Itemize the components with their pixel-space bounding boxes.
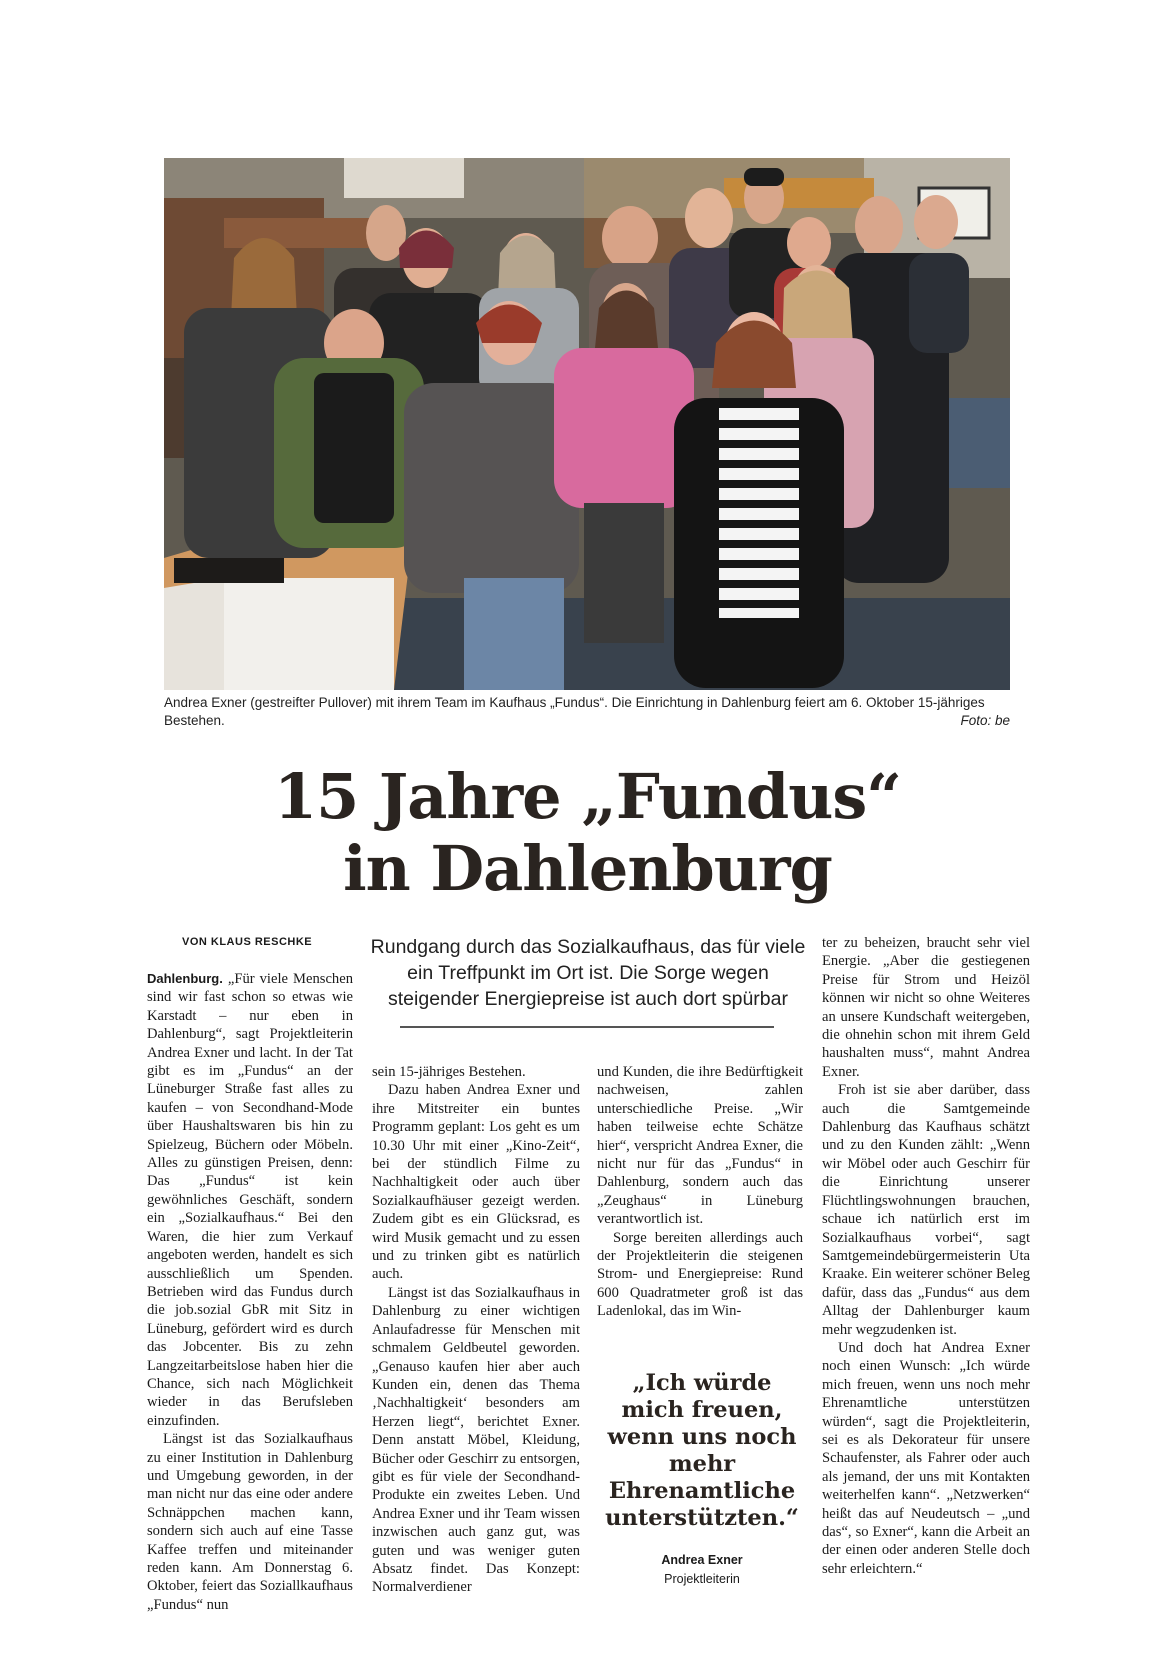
paragraph: Sorge bereiten allerdings auch der Projektleiterin die steigenen Strom- und Energiepreise: Rund 600 Quadratmeter groß ist das Ladenlokal, das im Win- [597,1229,803,1320]
photo-credit: Foto: be [960,713,1010,728]
photo-caption [164,694,1010,730]
byline: VON KLAUS RESCHKE [182,936,313,948]
paragraph: sein 15-jähriges Bestehen. [372,1064,526,1080]
placeline: Dahlenburg. [147,971,223,986]
paragraph: ter zu beheizen, braucht sehr viel Energie. „Aber die gestiegenen Preise für Strom und Heizöl können wir nicht so ohne Weiteres an unsere Kundschaft weitergeben, die ohnehin schon mit ihrem Geld haushalten muss“, mahnt Andrea Exner. [822,935,1030,1080]
caption-text: Andrea Exner (gestreifter Pullover) mit ihrem Team im Kaufhaus „Fundus“. Die Einrichtung in Dahlenburg feiert am 6. Oktober 15-jähriges Bestehen. [164,695,985,728]
paragraph: Dazu haben Andrea Exner und ihre Mitstreiter ein buntes Programm geplant: Los geht es um 10.30 Uhr mit einer „Kino-Zeit“, bei der stündlich Filme zu Nachhaltigkeit oder auch über Sozialkaufhäuser gezeigt werden. Zudem gibt es ein Glücksrad, es wird Musik gemacht und zu essen und zu trinken gibt es natürlich auch. [372,1082,580,1283]
paragraph: Längst ist das Sozialkaufhaus in Dahlenburg zu einer wichtigen Anlaufadresse für Menschen mit schmalem Geldbeutel geworden. „Genauso kaufen hier aber auch Kunden ein, denen das Thema ‚Nachhaltigkeit‘ besonders am Herzen liegt“, berichtet Exner. Denn anstatt Möbel, Kleidung, Bücher oder Geschirr zu entsorgen, gibt es für viele der Secondhand-Produkte ein zweites Leben. Und Andrea Exner und ihr Team wissen inzwischen auch ganz gut, was guten und was weniger guten Absatz findet. Das Konzept: Normalverdiener [372,1284,580,1596]
paragraph [147,970,353,1430]
paragraph: Und doch hat Andrea Exner noch einen Wunsch: „Ich würde mich freuen, wenn uns noch mehr Ehrenamtliche unterstützen würden“, sagt die Projektleiterin, sei es als Dekorateur für unsere Schaufenster, als Fahrer oder auch als jemand, der uns mit Kontakten weiterhelfen kann“. „Netzwerken“ heißt das auf Neudeutsch – „und das“, so Exner“, kann die Arbeit an der einen oder anderen Stelle doch sehr erleichtern.“ [822,1339,1030,1577]
headline-line-2: in Dahlenburg [343,832,832,905]
article-column-4 [822,934,1030,1578]
divider-rule [400,1026,774,1028]
paragraph: und Kunden, die ihre Bedürftigkeit nachweisen, zahlen unterschiedliche Preise. „Wir haben teilweise echte Schätze hier“, verspricht Andrea Exner, die nicht nur für das „Fundus“ in Dahlenburg, sondern auch das „Zeughaus“ in Lüneburg verantwortlich ist. [597,1064,803,1228]
paragraph: Froh ist sie aber darüber, dass auch die Samtgemeinde Dahlenburg das Kaufhaus schätzt und zu den Kunden zählt: „Wenn wir Möbel oder auch Geschirr für die Einrichtung unserer Flüchtlingswohnungen brauchen, schaue ich natürlich erst im Sozialkaufhaus vorbei“, sagt Samtgemeindebürgermeisterin Uta Kraake. Ein weiterer schöner Beleg dafür, dass das „Fundus“ aus dem Alltag der Dahlenburger kaum mehr wegzudenken ist. [822,1082,1030,1338]
quote-role: Projektleiterin [664,1572,740,1586]
article-column-1 [147,970,353,1614]
article-column-2 [372,1063,580,1597]
paragraph-text: „Für viele Menschen sind wir fast schon so etwas wie Karstadt – nur eben in Dahlenburg“, sagt Projektleiterin Andrea Exner und lacht. In der Tat gibt es im „Fundus“ an der Lüneburger Straße fast alles zu kaufen – von Secondhand-Mode über Haushaltswaren bis hin zu Spielzeug, Büchern oder Möbeln. Alles zu günstigen Preisen, denn: Das „Fundus“ ist kein gewöhnliches Geschäft, sondern ein „Sozialkaufhaus.“ Bei den Waren, die hier zum Verkauf angeboten werden, handelt es sich ausschließlich um Spenden. Betrieben wird das Fundus durch die job.sozial GbR mit Sitz in Lüneburg, gefördert wird es durch das Jobcenter. Bis zu zehn Langzeitarbeitslose haben hier die Chance, sich nach Möglichkeit wieder in das Berufsleben einzufinden. [147,971,353,1429]
team-photo [164,158,1010,690]
pull-quote: „Ich würde mich freuen, wenn uns noch mehr Ehrenamtliche unterstützten.“ [605,1370,799,1531]
quote-author: Andrea Exner [661,1553,743,1567]
subheadline: Rundgang durch das Sozialkaufhaus, das für viele ein Treffpunkt im Ort ist. Die Sorge wegen steigender Energiepreise ist auch dort spürbar [370,936,806,1010]
paragraph: Längst ist das Sozialkaufhaus zu einer Institution in Dahlenburg und Umgebung geworden, in der man nicht nur das eine oder andere Schnäppchen machen kann, sondern sich auch auf eine Tasse Kaffee treffen und miteinander reden kann. Am Donnerstag 6. Oktober, feiert das Soziallkaufhaus „Fundus“ nun [147,1431,353,1613]
headline-line-1: 15 Jahre „Fundus“ [274,760,901,833]
article-column-3 [597,1063,803,1321]
